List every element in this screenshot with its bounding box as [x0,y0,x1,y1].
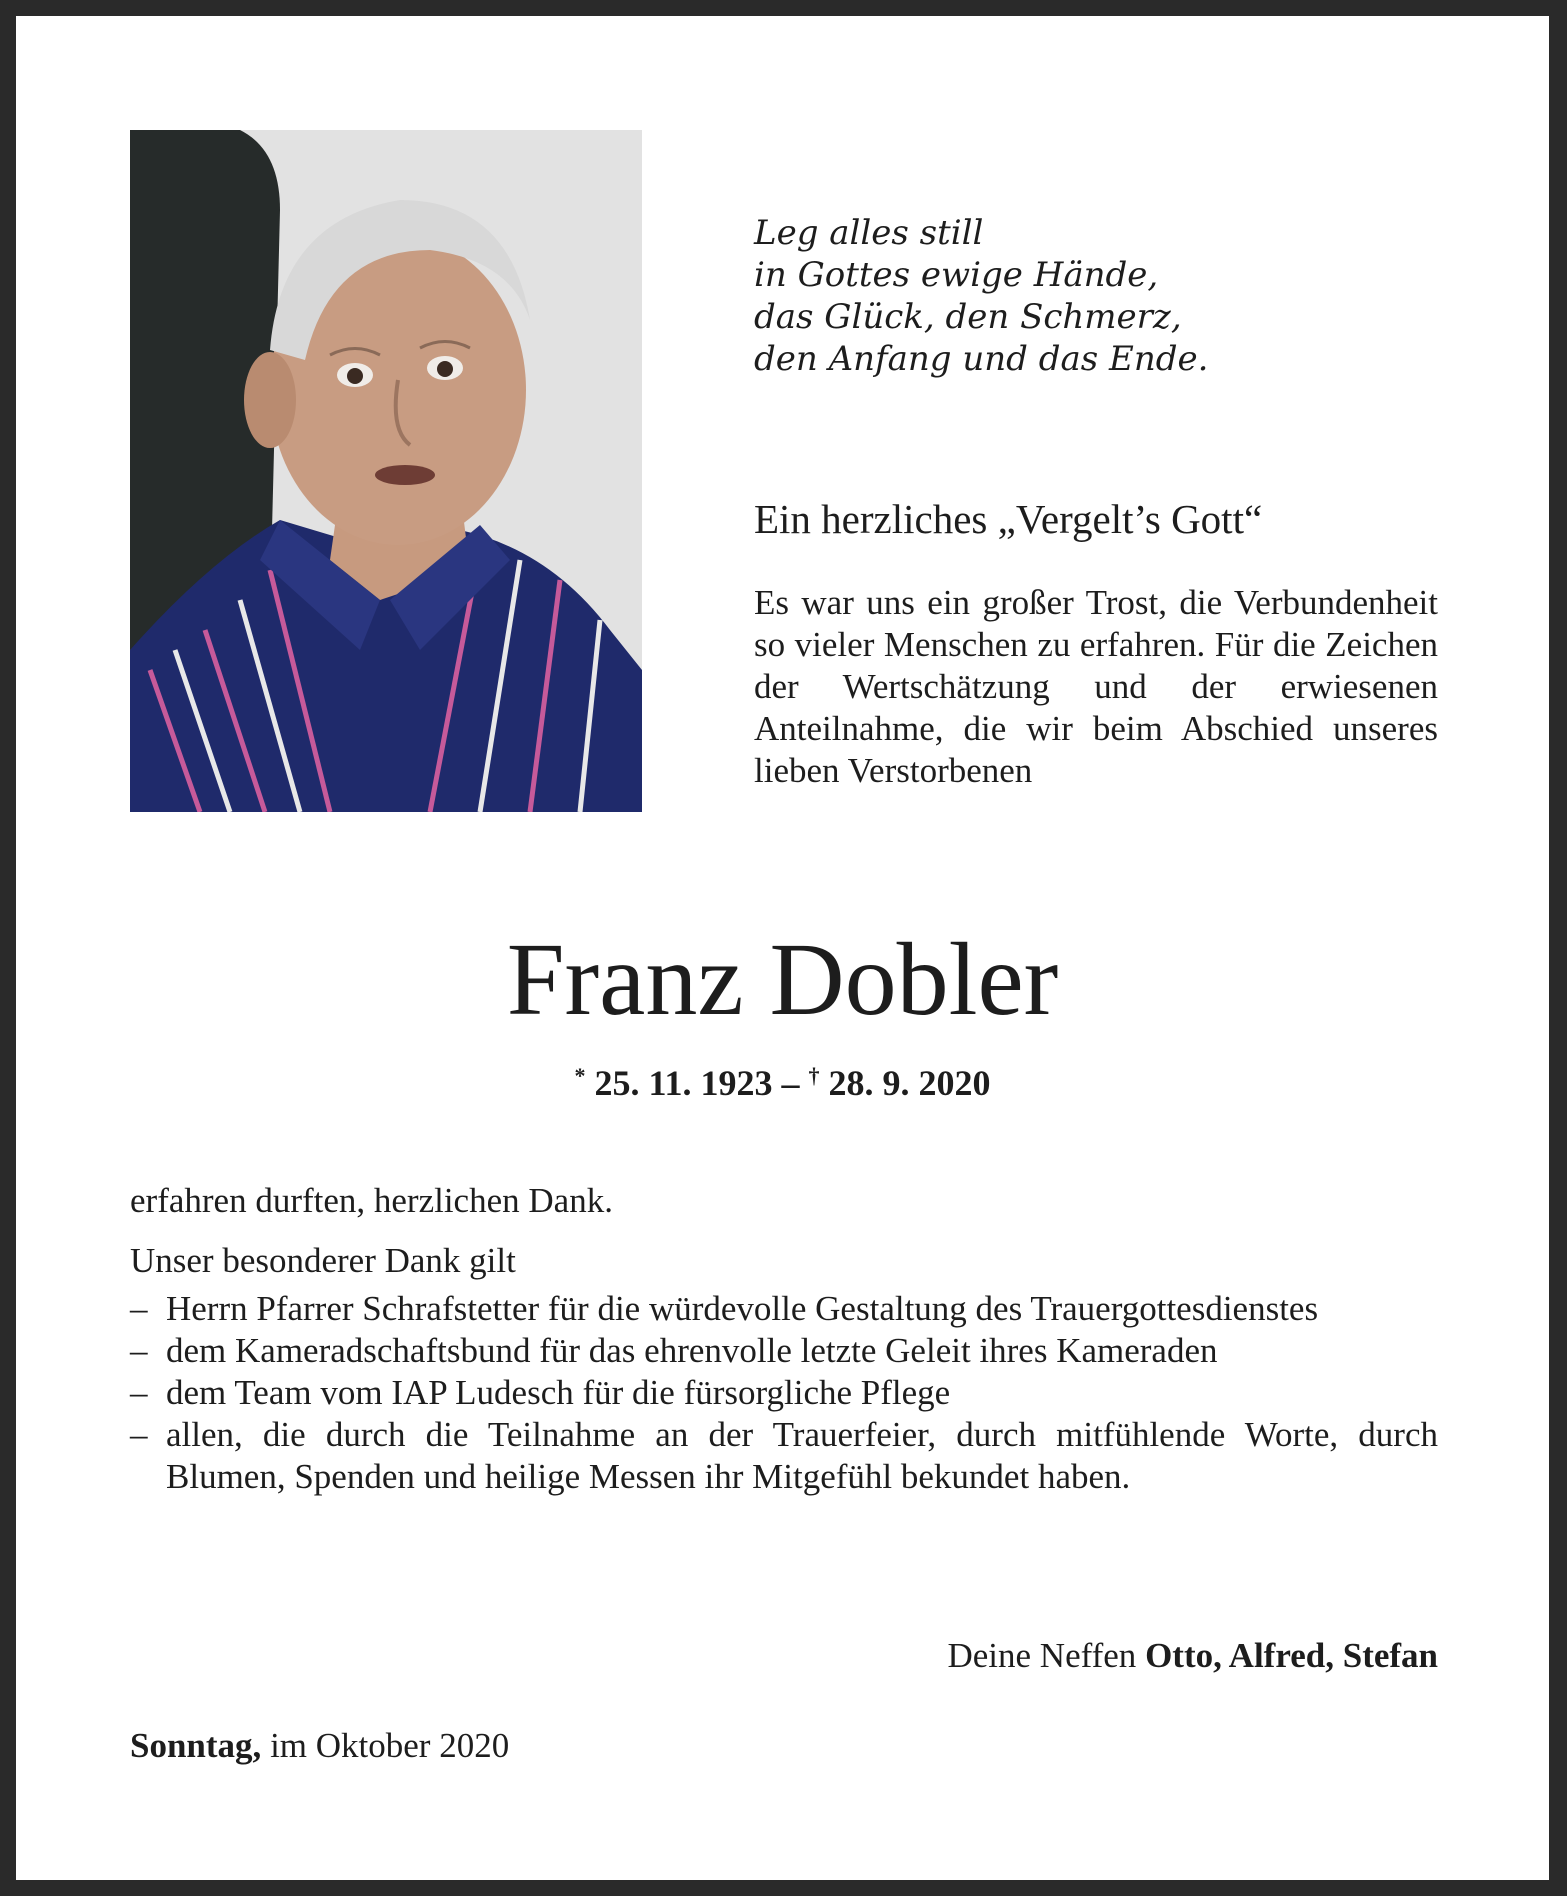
poem-line: Leg alles still [754,213,984,253]
poem-line: in Gottes ewige Hände, [754,255,1159,295]
list-item [130,1288,1438,1330]
date-separator: – [781,1063,800,1103]
list-item [130,1372,1438,1414]
list-item [130,1330,1438,1372]
date-line [130,1724,509,1768]
life-dates [16,1054,1549,1105]
thanks-list [130,1288,1438,1498]
body-text [130,1180,1438,1498]
special-thanks-intro: Unser besonderer Dank gilt [130,1241,516,1280]
list-dash: – [130,1289,148,1328]
intro-paragraph: Es war uns ein großer Trost, die Verbundenheit so vieler Menschen zu erfahren. Für die Zeichen der Wertschätzung und der erwiesenen Anteilnahme, die wir beim Abschied unseres lieben Verstorbenen [754,583,1438,790]
list-item-text: Herrn Pfarrer Schrafstetter für die würdevolle Gestaltung des Trauergottesdienstes [166,1289,1319,1328]
deceased-name: Franz Dobler [506,922,1059,1037]
portrait-photo [130,130,642,812]
continuation-text: erfahren durften, herzlichen Dank. [130,1181,613,1220]
list-dash: – [130,1373,148,1412]
birth-date: 25. 11. 1923 [594,1063,773,1103]
portrait-illustration [130,130,642,812]
poem [754,212,1208,380]
thanks-heading: Ein herzliches „Vergelt’s Gott“ [754,496,1263,542]
date-rest: im Oktober 2020 [270,1726,510,1765]
death-symbol: † [808,1063,820,1088]
list-item-text: dem Team vom IAP Ludesch für die fürsorgliche Pflege [166,1373,951,1412]
list-dash: – [130,1415,148,1454]
signature-prefix: Deine Neffen [947,1636,1137,1675]
obituary-card [16,16,1549,1880]
list-item-text: dem Kameradschaftsbund für das ehrenvolle letzte Geleit ihres Kameraden [166,1331,1218,1370]
birth-symbol: * [574,1063,586,1088]
death-date: 28. 9. 2020 [828,1063,991,1103]
signature [130,1634,1438,1678]
poem-line: den Anfang und das Ende. [754,339,1209,379]
poem-line: das Glück, den Schmerz, [754,297,1182,337]
signature-names: Otto, Alfred, Stefan [1145,1636,1438,1675]
list-item [130,1414,1438,1498]
date-day: Sonntag, [130,1726,262,1765]
list-item-text: allen, die durch die Teilnahme an der Trauerfeier, durch mitfühlende Worte, durch Blumen, Spenden und heilige Messen ihr Mitgefühl bekundet haben. [166,1415,1438,1496]
list-dash: – [130,1331,148,1370]
